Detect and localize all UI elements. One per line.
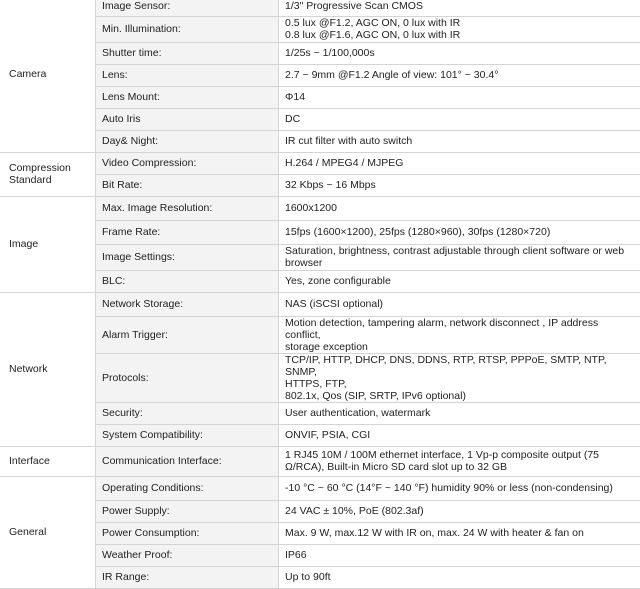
spec-row	[0, 152, 640, 174]
spec-value-line: 2.7 ~ 9mm @F1.2 Angle of view: 101° ~ 30.4°	[285, 69, 634, 81]
spec-label: Frame Rate:	[96, 220, 279, 244]
spec-row	[0, 402, 640, 424]
spec-row	[0, 446, 640, 476]
spec-value-line: 24 VAC ± 10%, PoE (802.3af)	[285, 505, 634, 517]
spec-value	[279, 196, 640, 220]
spec-label: BLC:	[96, 270, 279, 292]
spec-value	[279, 244, 640, 270]
spec-row	[0, 64, 640, 86]
spec-value	[279, 130, 640, 152]
spec-label: Protocols:	[96, 353, 279, 402]
spec-value	[279, 174, 640, 196]
spec-label: Power Supply:	[96, 500, 279, 522]
spec-value-line: 1/25s ~ 1/100,000s	[285, 47, 634, 59]
spec-label: Network Storage:	[96, 292, 279, 316]
spec-label: Shutter time:	[96, 42, 279, 64]
spec-value	[279, 16, 640, 42]
spec-value-line: browser	[285, 257, 634, 269]
spec-value-line: Yes, zone configurable	[285, 275, 634, 287]
spec-row	[0, 16, 640, 42]
spec-value-line: DC	[285, 113, 634, 125]
spec-value-line: Ω/RCA), Built-in Micro SD card slot up to 32 GB	[285, 461, 634, 473]
category-cell: Camera	[0, 0, 96, 152]
spec-value-line: 802.1x, Qos (SIP, SRTP, IPv6 optional)	[285, 390, 634, 402]
spec-label: Operating Conditions:	[96, 476, 279, 500]
spec-label: Security:	[96, 402, 279, 424]
spec-value-line: Max. 9 W, max.12 W with IR on, max. 24 W with heater & fan on	[285, 527, 634, 539]
spec-value	[279, 86, 640, 108]
spec-label: Lens Mount:	[96, 86, 279, 108]
spec-value	[279, 522, 640, 544]
spec-value	[279, 500, 640, 522]
category-cell: Compression Standard	[0, 152, 96, 196]
spec-value	[279, 270, 640, 292]
spec-label: Power Consumption:	[96, 522, 279, 544]
spec-value-line: ONVIF, PSIA, CGI	[285, 429, 634, 441]
spec-value	[279, 220, 640, 244]
spec-value-line: 1/3" Progressive Scan CMOS	[285, 0, 634, 12]
spec-value-line: 0.8 lux @F1.6, AGC ON, 0 lux with IR	[285, 29, 634, 41]
spec-label: IR Range:	[96, 566, 279, 588]
spec-value	[279, 353, 640, 402]
spec-row	[0, 130, 640, 152]
spec-value-line: 1 RJ45 10M / 100M ethernet interface, 1 Vp-p composite output (75	[285, 449, 634, 461]
spec-label: Auto Iris	[96, 108, 279, 130]
spec-value	[279, 292, 640, 316]
spec-row	[0, 424, 640, 446]
spec-value-line: IR cut filter with auto switch	[285, 135, 634, 147]
spec-label: System Compatibility:	[96, 424, 279, 446]
spec-label: Min. Illumination:	[96, 16, 279, 42]
spec-label: Day& Night:	[96, 130, 279, 152]
spec-value	[279, 0, 640, 16]
spec-row	[0, 42, 640, 64]
spec-value-line: Motion detection, tampering alarm, network disconnect , IP address conflict,	[285, 317, 634, 341]
spec-row	[0, 566, 640, 588]
spec-label: Image Sensor:	[96, 0, 279, 16]
spec-row	[0, 220, 640, 244]
spec-row	[0, 270, 640, 292]
spec-value-line: User authentication, watermark	[285, 407, 634, 419]
spec-value-line: -10 °C ~ 60 °C (14°F ~ 140 °F) humidity 90% or less (non-condensing)	[285, 482, 634, 494]
spec-label: Video Compression:	[96, 152, 279, 174]
spec-value-line: 15fps (1600×1200), 25fps (1280×960), 30fps (1280×720)	[285, 226, 634, 238]
spec-value	[279, 64, 640, 86]
spec-value-line: NAS (iSCSI optional)	[285, 298, 634, 310]
spec-label: Alarm Trigger:	[96, 316, 279, 353]
spec-row	[0, 500, 640, 522]
spec-value	[279, 316, 640, 353]
spec-value-line: HTTPS, FTP,	[285, 378, 634, 390]
spec-value-line: IP66	[285, 549, 634, 561]
spec-row	[0, 316, 640, 353]
spec-value	[279, 566, 640, 588]
spec-label: Bit Rate:	[96, 174, 279, 196]
spec-value	[279, 42, 640, 64]
spec-value	[279, 424, 640, 446]
spec-value	[279, 108, 640, 130]
spec-row	[0, 522, 640, 544]
spec-value	[279, 152, 640, 174]
spec-row	[0, 174, 640, 196]
spec-value-line: 1600x1200	[285, 202, 634, 214]
spec-label: Lens:	[96, 64, 279, 86]
spec-row	[0, 476, 640, 500]
spec-row	[0, 196, 640, 220]
spec-row	[0, 108, 640, 130]
category-cell: Interface	[0, 446, 96, 476]
spec-label: Max. Image Resolution:	[96, 196, 279, 220]
category-cell: Network	[0, 292, 96, 446]
category-cell: Image	[0, 196, 96, 292]
spec-value-line: Φ14	[285, 91, 634, 103]
spec-value-line: Saturation, brightness, contrast adjustable through client software or web	[285, 245, 634, 257]
spec-value-line: Up to 90ft	[285, 571, 634, 583]
spec-row	[0, 0, 640, 16]
spec-value-line: 32 Kbps ~ 16 Mbps	[285, 179, 634, 191]
spec-value	[279, 446, 640, 476]
spec-row	[0, 353, 640, 402]
spec-value	[279, 544, 640, 566]
spec-value-line: H.264 / MPEG4 / MJPEG	[285, 157, 634, 169]
spec-value-line: TCP/IP, HTTP, DHCP, DNS, DDNS, RTP, RTSP, PPPoE, SMTP, NTP, SNMP,	[285, 354, 634, 378]
spec-label: Weather Proof:	[96, 544, 279, 566]
spec-value	[279, 402, 640, 424]
spec-value-line: storage exception	[285, 341, 634, 353]
spec-row	[0, 292, 640, 316]
spec-row	[0, 544, 640, 566]
spec-row	[0, 244, 640, 270]
spec-label: Image Settings:	[96, 244, 279, 270]
spec-label: Communication Interface:	[96, 446, 279, 476]
spec-value-line: 0.5 lux @F1.2, AGC ON, 0 lux with IR	[285, 17, 634, 29]
spec-row	[0, 86, 640, 108]
spec-value	[279, 476, 640, 500]
category-cell: General	[0, 476, 96, 588]
